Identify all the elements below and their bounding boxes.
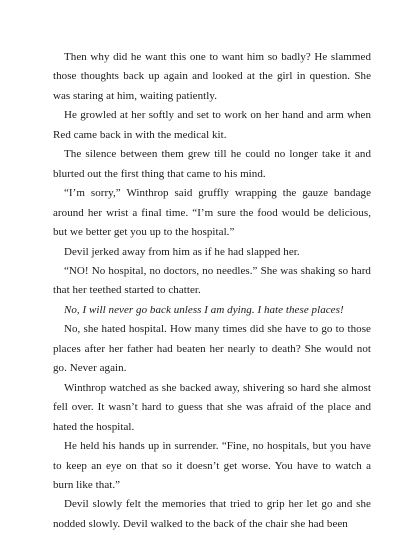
paragraph: No, she hated hospital. How many times did she have to go to those places after her father had beaten her nearly to death? She would not go. Never again. [53,323,371,375]
paragraph: The silence between them grew till he could no longer take it and blurted out the first thing that came to his mind. [53,148,371,180]
italic-thought-paragraph: No, I will never go back unless I am dying. I hate these places! [64,303,344,316]
paragraph: “I’m sorry,” Winthrop said gruffly wrapping the gauze bandage around her wrist a final time. “I’m sure the food would be delicious, but we better get you up to the hospital.” [53,187,371,239]
paragraph: Devil slowly felt the memories that tried to grip her let go and she nodded slowly. Devil walked to the back of the chair she had been [53,498,371,530]
body-text [53,48,371,534]
paragraph: Winthrop watched as she backed away, shivering so hard she almost fell over. It wasn’t hard to guess that she was afraid of the place and hated the hospital. [53,381,371,433]
paragraph: “NO! No hospital, no doctors, no needles.” She was shaking so hard that her teethed started to chatter. [53,264,371,297]
paragraph: He held his hands up in surrender. “Fine, no hospitals, but you have to keep an eye on that so it doesn’t get worse. You have to watch a burn like that.” [53,440,371,491]
paragraph: Then why did he want this one to want him so badly? He slammed those thoughts back up again and looked at the girl in question. She was staring at him, waiting patiently. [53,51,371,102]
paragraph: Devil jerked away from him as if he had slapped her. [64,245,300,258]
paragraph: He growled at her softly and set to work on her hand and arm when Red came back in with the medical kit. [53,109,371,141]
